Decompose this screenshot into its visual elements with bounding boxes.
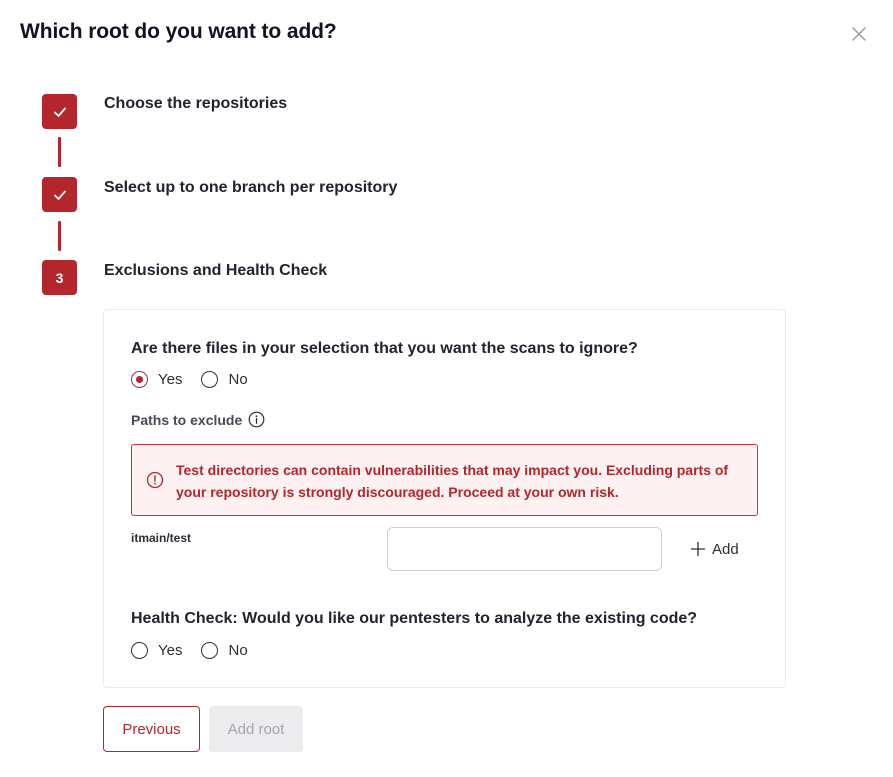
info-icon[interactable]: [248, 411, 265, 428]
radio-unchecked-icon[interactable]: [131, 642, 148, 659]
previous-button[interactable]: Previous: [103, 706, 200, 752]
exclusions-no-radio[interactable]: [201, 371, 247, 388]
add-root-button[interactable]: Add root: [209, 706, 303, 752]
step-1-label: Choose the repositories: [104, 95, 288, 112]
radio-label: Yes: [158, 371, 183, 388]
paths-to-exclude-label: [131, 411, 265, 428]
exclusions-radio-group: [131, 371, 267, 388]
alert-message: Test directories can contain vulnerabilities that may impact you. Excluding parts of your repository is strongly discouraged. Proceed at your own risk.: [176, 462, 729, 500]
radio-checked-icon[interactable]: [131, 371, 148, 388]
radio-label: No: [228, 371, 248, 388]
radio-label: No: [228, 642, 248, 659]
radio-label: Yes: [158, 642, 183, 659]
health-check-no-radio[interactable]: [201, 642, 247, 659]
repository-path-name: itmain/test: [131, 531, 192, 545]
radio-unchecked-icon[interactable]: [201, 642, 218, 659]
step-1-check-icon: [42, 94, 77, 129]
close-icon[interactable]: [849, 24, 869, 44]
health-check-yes-radio[interactable]: [131, 642, 182, 659]
alert-circle-icon: [146, 471, 164, 489]
step-2-label: Select up to one branch per repository: [104, 179, 398, 196]
radio-unchecked-icon[interactable]: [201, 371, 218, 388]
exclusion-warning-alert: [131, 444, 758, 516]
exclude-path-input[interactable]: [387, 527, 662, 571]
plus-icon: [690, 541, 706, 557]
add-button-label: Add: [712, 540, 739, 558]
step-3-number: 3: [42, 260, 77, 295]
step-connector: [58, 137, 61, 167]
modal-title: Which root do you want to add?: [20, 20, 337, 43]
exclusions-yes-radio[interactable]: [131, 371, 182, 388]
step-3-label: Exclusions and Health Check: [104, 262, 328, 279]
health-check-radio-group: [131, 642, 267, 659]
exclusions-question: Are there files in your selection that you want the scans to ignore?: [131, 340, 638, 357]
step-2-check-icon: [42, 177, 77, 212]
health-check-question: Health Check: Would you like our pentesters to analyze the existing code?: [131, 610, 698, 627]
step-connector: [58, 221, 61, 251]
add-path-button[interactable]: [690, 537, 739, 561]
paths-label-text: Paths to exclude: [131, 411, 243, 428]
